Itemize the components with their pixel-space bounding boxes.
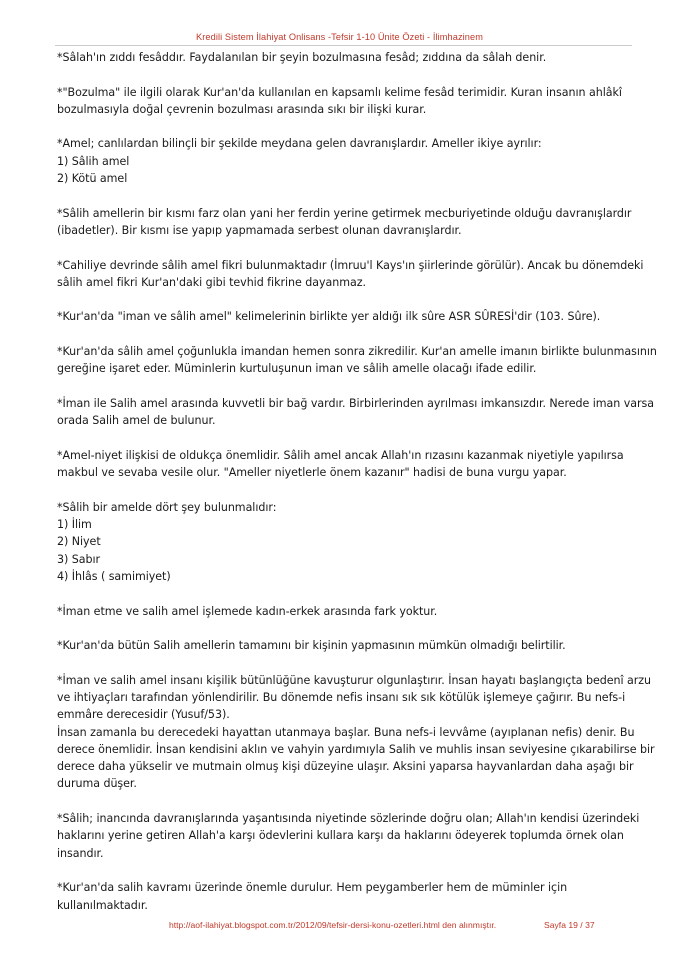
paragraph [57,343,657,378]
text-line: gereğine işaret eder. Müminlerin kurtuluşunun iman ve sâlih amelle olacağı ifade edilir. [57,362,537,376]
paragraph [57,49,635,66]
text-line: *İman ile Salih amel arasında kuvvetli bir bağ vardır. Birbirlerinden ayrılması imkansızdır. Nerede iman varsa [57,396,654,410]
paragraph [57,672,655,793]
footer-source-link[interactable]: http://aof-ilahiyat.blogspot.com.tr/2012/09/tefsir-dersi-konu-ozetleri.html den alınmıştır. [169,920,497,930]
text-line: *Sâlah'ın zıddı fesâddır. Faydalanılan bir şeyin bozulmasına fesâd; zıddına da sâlah denir. [57,51,547,64]
text-line: 1) Sâlih amel [57,154,130,168]
text-line: derece daha yükselir ve mutmain olmuş kişi düzeyine ulaşır. Aksini yaparsa hayvanlardan daha aşağı bir [57,760,634,774]
text-line: 1) İlim [57,518,92,532]
text-line: (ibadetler). Bir kısmı ise yapıp yapmamada serbest olunan davranışlardır. [57,223,462,237]
header-divider [55,45,632,46]
text-line: İnsan zamanla bu derecedeki hayattan utanmaya başlar. Buna nefs-i levvâme (ayıplanan nefis) denir. Bu [57,725,635,739]
text-line: insandır. [57,846,104,860]
text-line: *Kur'an'da "iman ve sâlih amel" kelimelerinin birlikte yer aldığı ilk sûre ASR SÛRESİ'dir (103. Sûre). [57,310,601,324]
paragraph [57,879,635,914]
paragraph [57,205,635,240]
text-line: 4) İhlâs ( samimiyet) [57,569,171,583]
text-line: orada Salih amel de bulunur. [57,414,216,428]
text-line: emmâre derecesidir (Yusuf/53). [57,708,230,722]
footer-page-number: Sayfa 19 / 37 [544,920,595,930]
paragraph [57,84,635,119]
paragraph [57,447,635,482]
text-line: *Kur'an'da salih kavramı üzerinde önemle durulur. Hem peygamberler hem de müminler için [57,881,568,895]
text-line: *Amel-niyet ilişkisi de oldukça önemlidir. Sâlih amel ancak Allah'ın rızasını kazanmak niyetiyle yapılırsa [57,448,624,462]
text-line: derece önemlidir. İnsan kendisini aklın ve vahyin yardımıyla Salih ve muhlis insan seviyesine çıkarabilirse bir [57,742,655,756]
paragraph [57,257,644,292]
page-header: Kredili Sistem İlahiyat Onlisans -Tefsir 1-10 Ünite Özeti - İlimhazinem [196,32,483,42]
text-line: bozulmasıyla doğal çevrenin bozulması arasında sıkı bir ilişki kurar. [57,102,427,116]
paragraph [57,308,635,325]
document-body [57,49,657,931]
text-line: *İman etme ve salih amel işlemede kadın-erkek arasında fark yoktur. [57,604,438,618]
text-line: haklarını yerine getiren Allah'a karşı ödevlerini kullara karşı da haklarını ödeyerek toplumda örnek olan [57,829,624,843]
text-line: sâlih amel fikri Kur'an'daki gibi tevhid fikrine dayanmaz. [57,275,366,289]
text-line: ve ihtiyaçları tarafından yönlendirilir. Bu dönemde nefis insanı sık sık kötülük işlemeye çağırır. Bu nefs-i [57,690,626,704]
text-line: *Amel; canlılardan bilinçli bir şekilde meydana gelen davranışlardır. Ameller ikiye ayrılır: [57,137,542,151]
text-line: makbul ve sevaba vesile olur. "Ameller niyetlerle önem kazanır" hadisi de buna vurgu yapar. [57,466,567,480]
text-line: 2) Kötü amel [57,172,128,186]
text-line: 3) Sabır [57,552,101,566]
paragraph [57,499,635,585]
text-line: *Kur'an'da bütün Salih amellerin tamamını bir kişinin yapmasının mümkün olmadığı belirtilir. [57,639,566,653]
text-line: kullanılmaktadır. [57,898,148,912]
paragraph [57,637,635,654]
paragraph [57,603,635,620]
text-line: *İman ve salih amel insanı kişilik bütünlüğüne kavuşturur olgunlaştırır. İnsan hayatı başlangıçta bedenî arzu [57,673,652,687]
text-line: *Cahiliye devrinde sâlih amel fikri bulunmaktadır (İmruu'l Kays'ın şiirlerinde görülür). Ancak bu dönemdeki [57,258,644,272]
text-line: duruma düşer. [57,777,137,791]
text-line: *"Bozulma" ile ilgili olarak Kur'an'da kullanılan en kapsamlı kelime fesâd terimidir. Kuran insanın ahlâkî [57,85,622,99]
text-line: *Sâlih; inancında davranışlarında yaşantısında niyetinde sözlerinde doğru olan; Allah'ın kendisi üzerindeki [57,812,640,826]
text-line: *Kur'an'da sâlih amel çoğunlukla imandan hemen sonra zikredilir. Kur'an amelle imanın birlikte bulunmasının [57,345,657,359]
paragraph [57,395,654,430]
paragraph [57,135,635,187]
text-line: *Sâlih amellerin bir kısmı farz olan yani her ferdin yerine getirmek mecburiyetinde olduğu davranışlardır [57,206,632,220]
text-line: *Sâlih bir amelde dört şey bulunmalıdır: [57,500,277,514]
paragraph [57,810,640,862]
text-line: 2) Niyet [57,535,101,549]
